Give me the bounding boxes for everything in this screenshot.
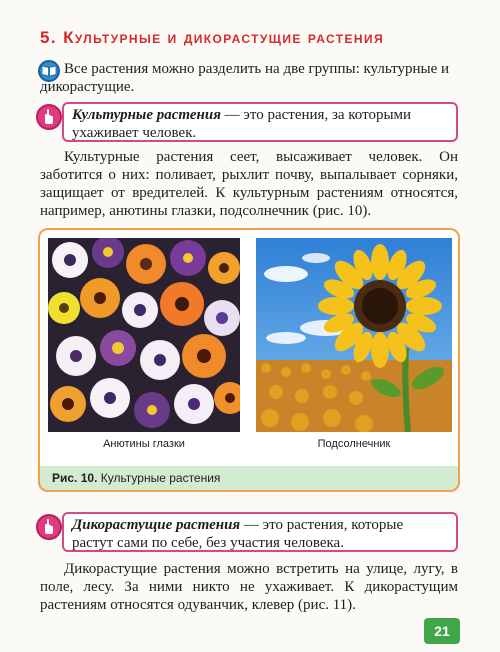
- paragraph-wild: Дикорастущие растения можно встретить на улице, лугу, в поле, лесу. За ними никто не ухаживает. К дикорастущим растениям относятся одуванчик, клевер (рис. 11).: [40, 561, 458, 613]
- sunflower-photo: [256, 238, 452, 432]
- definition-wild: [62, 512, 458, 552]
- paragraph-cultivated: Культурные растения сеет, высаживает человек. Он заботится о них: поливает, рыхлит почву, выпалывает сорняки, защищает от вредителей. К культурным растениям относятся, например, анютины глазки, подсолнечник (рис. 10).: [40, 149, 458, 219]
- pointing-hand-icon: [36, 104, 62, 130]
- definition-term: Дикорастущие растения: [72, 517, 241, 533]
- figure-title: Культурные растения: [100, 471, 221, 485]
- definition-text: — это растения, которые: [240, 517, 404, 533]
- section-heading: [40, 28, 384, 48]
- pansies-photo: [48, 238, 240, 432]
- definition-cultivated: [62, 102, 458, 142]
- sunflower-caption: Подсолнечник: [317, 438, 391, 450]
- section-title: Культурные и дикорастущие растения: [63, 28, 385, 47]
- definition-text-line2: ухаживает человек.: [72, 125, 197, 141]
- intro-text: Все растения можно разделить на две группы: культурные и дикорастущие.: [40, 61, 450, 95]
- pointing-hand-icon: [36, 514, 62, 540]
- definition-text-line2: растут сами по себе, без участия человека.: [72, 535, 344, 551]
- definition-text: — это растения, за которыми: [220, 107, 412, 123]
- pansies-caption: Анютины глазки: [103, 438, 185, 450]
- section-number: 5.: [40, 28, 57, 47]
- definition-term: Культурные растения: [72, 107, 221, 123]
- figure-caption: [38, 466, 460, 492]
- figure-label: Рис. 10.: [52, 471, 98, 485]
- figure-panel: [38, 228, 460, 492]
- page-number: 21: [424, 618, 460, 644]
